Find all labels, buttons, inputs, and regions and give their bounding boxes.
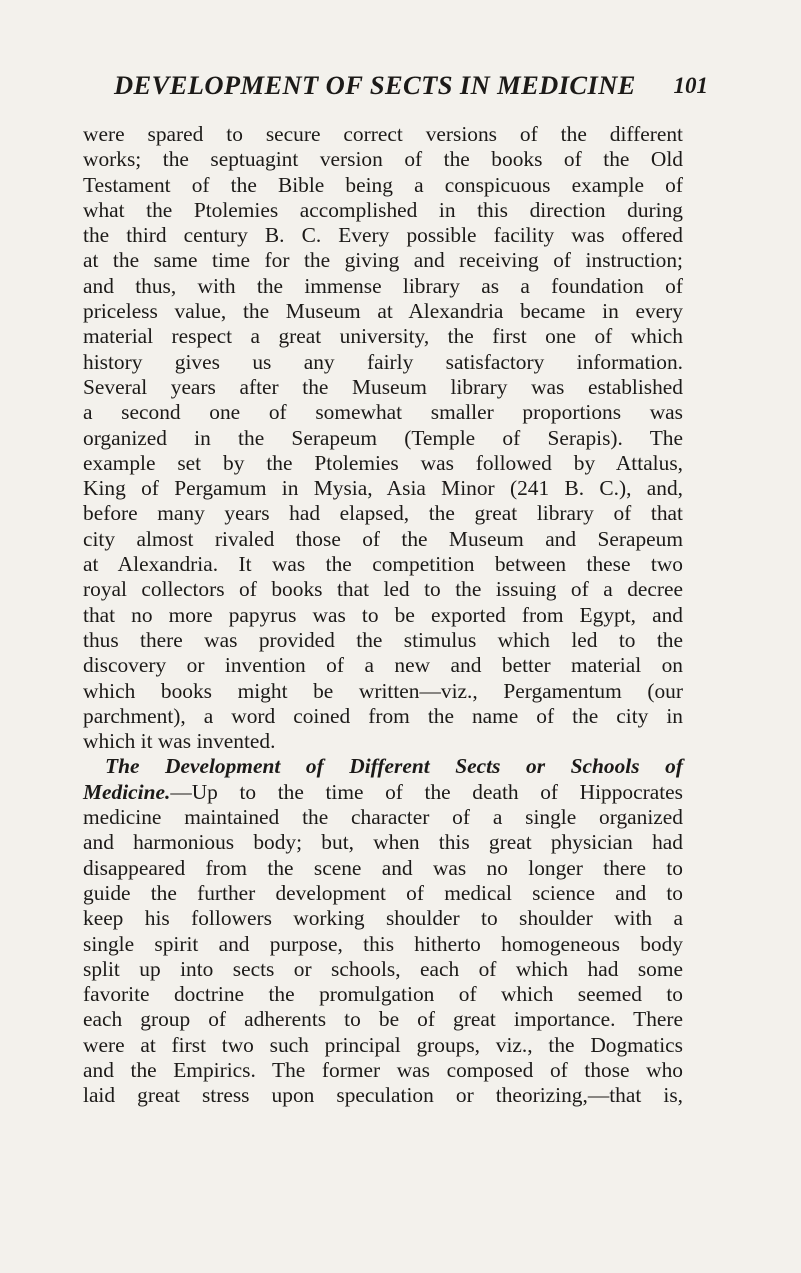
- paragraph-1: [83, 122, 683, 754]
- paragraph-1-line: at the same time for the giving and receiving of instruction;: [83, 248, 683, 273]
- paragraph-1-line: a second one of somewhat smaller proportions was: [83, 400, 683, 425]
- paragraph-1-line: organized in the Serapeum (Temple of Serapis). The: [83, 425, 683, 450]
- paragraph-1-line: city almost rivaled those of the Museum and Serapeum: [83, 526, 683, 551]
- paragraph-2-line: single spirit and purpose, this hitherto homogeneous body: [83, 931, 683, 956]
- paragraph-1-line: before many years had elapsed, the great library of that: [83, 501, 683, 526]
- paragraph-2-line: favorite doctrine the promulgation of which seemed to: [83, 982, 683, 1007]
- paragraph-1-line: the third century B. C. Every possible facility was offered: [83, 223, 683, 248]
- paragraph-2-lead-text: —Up to the time of the death of Hippocrates: [170, 779, 683, 804]
- paragraph-1-line: which books might be written—viz., Pergamentum (our: [83, 678, 683, 703]
- paragraph-1-line: King of Pergamum in Mysia, Asia Minor (241 B. C.), and,: [83, 476, 683, 501]
- paragraph-2-line: guide the further development of medical science and to: [83, 880, 683, 905]
- paragraph-1-line: Several years after the Museum library was established: [83, 374, 683, 399]
- paragraph-1-line: parchment), a word coined from the name of the city in: [83, 703, 683, 728]
- paragraph-2-line: medicine maintained the character of a single organized: [83, 805, 683, 830]
- running-title: DEVELOPMENT OF SECTS IN MEDICINE: [114, 70, 636, 100]
- paragraph-2: [83, 805, 683, 1109]
- page-header: [114, 70, 708, 106]
- paragraph-1-line: and thus, with the immense library as a foundation of: [83, 273, 683, 298]
- paragraph-1-line: example set by the Ptolemies was followed by Attalus,: [83, 450, 683, 475]
- paragraph-1-line: thus there was provided the stimulus which led to the: [83, 627, 683, 652]
- paragraph-1-line: material respect a great university, the first one of which: [83, 324, 683, 349]
- paragraph-2-line: laid great stress upon speculation or theorizing,—that is,: [83, 1083, 683, 1108]
- paragraph-2-line: split up into sects or schools, each of which had some: [83, 956, 683, 981]
- paragraph-1-line: priceless value, the Museum at Alexandria became in every: [83, 299, 683, 324]
- paragraph-2-heading-line: [83, 754, 683, 779]
- paragraph-2-line: each group of adherents to be of great importance. There: [83, 1007, 683, 1032]
- paragraph-1-line: at Alexandria. It was the competition between these two: [83, 552, 683, 577]
- paragraph-1-line: discovery or invention of a new and better material on: [83, 653, 683, 678]
- section-heading: The Development of Different Sects or Schools of: [105, 754, 683, 779]
- section-heading-end: Medicine.: [83, 779, 171, 804]
- body-text: [83, 122, 683, 1109]
- paragraph-1-line: history gives us any fairly satisfactory information.: [83, 349, 683, 374]
- paragraph-1-line: works; the septuagint version of the books of the Old: [83, 147, 683, 172]
- paragraph-1-line: that no more papyrus was to be exported from Egypt, and: [83, 602, 683, 627]
- paragraph-2-line: and harmonious body; but, when this great physician had: [83, 830, 683, 855]
- paragraph-2-line: keep his followers working shoulder to shoulder with a: [83, 906, 683, 931]
- paragraph-2-line: [83, 780, 683, 805]
- paragraph-2-line: and the Empirics. The former was composed of those who: [83, 1057, 683, 1082]
- paragraph-1-line: which it was invented.: [83, 729, 276, 754]
- paragraph-1-line: Testament of the Bible being a conspicuous example of: [83, 172, 683, 197]
- paragraph-1-line: what the Ptolemies accomplished in this direction during: [83, 197, 683, 222]
- paragraph-1-line: royal collectors of books that led to the issuing of a decree: [83, 577, 683, 602]
- paragraph-2-line: disappeared from the scene and was no longer there to: [83, 855, 683, 880]
- page-number: 101: [673, 73, 708, 98]
- paragraph-2-line: were at first two such principal groups, viz., the Dogmatics: [83, 1032, 683, 1057]
- paragraph-1-line: were spared to secure correct versions of the different: [83, 122, 683, 146]
